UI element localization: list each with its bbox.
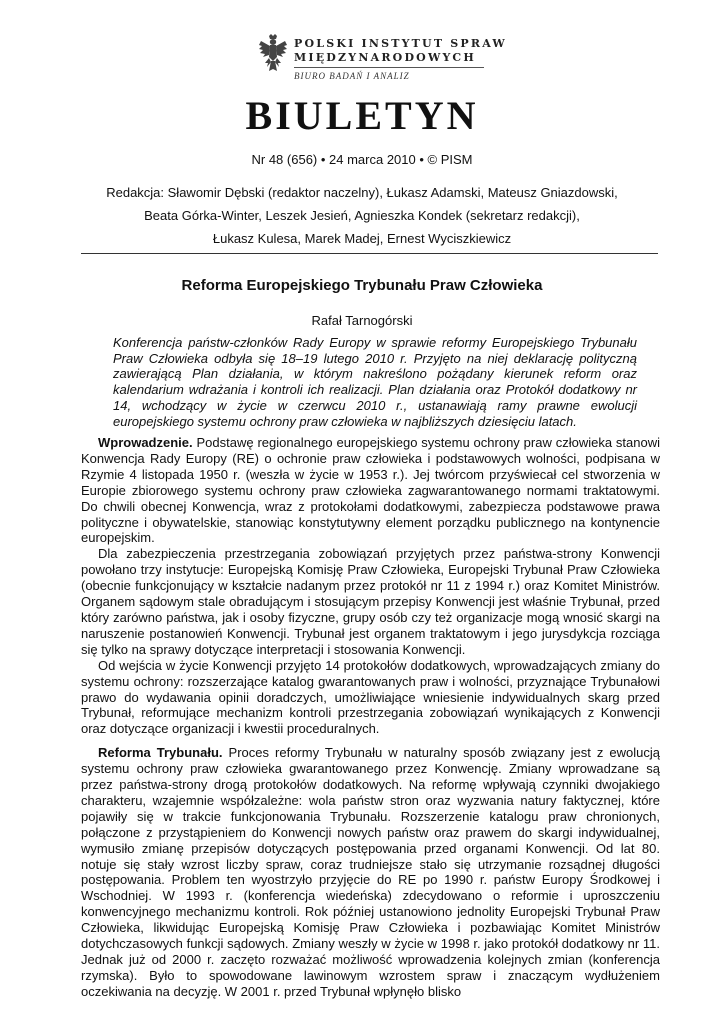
editorial-board	[100, 181, 624, 250]
polish-eagle-icon	[258, 33, 288, 77]
masthead-divider	[294, 67, 484, 68]
paragraph: Od wejścia w życie Konwencji przyjęto 14 protokołów dodatkowych, wprowadzających zmiany do systemu ochrony: rozszerzające katalog gwarantowanych praw i wolności, przyznające Trybunałowi prawo do wydawania opinii doradczych, umożliwiające wniesienie indywidualnych skarg przed Trybunał, reformujące mechanizm kontroli przestrzegania zobowiązań wynikających z Konwencji oraz dotyczące organizacji i kwestii proceduralnych.	[81, 657, 660, 737]
institute-name-line2: MIĘDZYNARODOWYCH	[294, 51, 476, 64]
paragraph-introduction	[81, 435, 660, 546]
article-author: Rafał Tarnogórski	[311, 313, 413, 328]
masthead	[258, 33, 507, 88]
article-title: Reforma Europejskiego Trybunału Praw Człowieka	[181, 277, 543, 294]
paragraph-reform	[81, 745, 660, 1000]
header-divider	[81, 253, 658, 254]
issue-line: Nr 48 (656) • 24 marca 2010 • © PISM	[251, 152, 473, 167]
section-heading-reform: Reforma Trybunału.	[98, 745, 223, 761]
editorial-line: Łukasz Kulesa, Marek Madej, Ernest Wyciszkiewicz	[212, 231, 512, 246]
editorial-line: Redakcja: Sławomir Dębski (redaktor naczelny), Łukasz Adamski, Mateusz Gniazdowski,	[106, 185, 618, 200]
article-body	[81, 435, 660, 1000]
section-heading-introduction: Wprowadzenie.	[98, 435, 193, 450]
article-lead: Konferencja państw-członków Rady Europy w sprawie reformy Europejskiego Trybunału Praw Człowieka odbyła się 18–19 lutego 2010 r. Przyjęto na niej deklarację polityczną zawierającą Plan działania, w którym nakreślono pożądany kierunek reform oraz kalendarium wdrażania i kontroli ich realizacji. Plan działania oraz Protokół dodatkowy nr 14, wchodzący w życie w czerwcu 2010 r., ustanawiają ramy prawne ewolucji europejskiego systemu ochrony praw człowieka w najbliższych dziesięciu latach.	[113, 335, 637, 429]
paragraph-text: Proces reformy Trybunału w naturalny sposób związany jest z ewolucją systemu ochrony praw człowieka gwarantowanego przez Konwencję. Zmiany wprowadzane są przez państwa-strony drogą protokołów dodatkowych. Na reformę wpływają czynniki dwojakiego charakteru, wzajemnie współzależne: wola państw stron oraz wyzwania natury faktycznej, które pojawiły się w trakcie funkcjonowania Trybunału. Rozszerzenie katalogu praw chronionych, połączone z przystąpieniem do Konwencji nowych państw oraz prawem do skargi indywidualnej, wymusiło zmianę przepisów dotyczących postępowania przed organami Konwencji. Od lat 80. notuje się stały wzrost liczby spraw, coraz trudniejsze stało się utrzymanie rozsądnej długości postępowania. Problem ten wyostrzyło przyjęcie do RE po 1990 r. państw Europy Środkowej i Wschodniej. W 1993 r. (konferencja wiedeńska) zdecydowano o reformie i uproszczeniu konwencyjnego mechanizmu kontroli. Rok później ustanowiono jednolity Europejski Trybunał Praw Człowieka, likwidując Europejską Komisję Praw Człowieka i pozbawiając Komitet Ministrów dotychczasowych funkcji sądowych. Zmiany weszły w życie w 1998 r. jako protokół dodatkowy nr 11. Jednak już od 2000 r. zaczęto rozważać możliwość wprowadzenia kolejnych zmian (konferencja rzymska). Było to spowodowane lawinowym wzrostem spraw i znaczącym wydłużeniem oczekiwania na decyzję. W 2001 r. przed Trybunał wpłynęło blisko	[81, 745, 661, 999]
paragraph-text: Podstawę regionalnego europejskiego systemu ochrony praw człowieka stanowi Konwencja Rady Europy (RE) o ochronie praw człowieka i podstawowych wolności, podpisana w Rzymie 4 listopada 1950 r. (weszła w życie w 1953 r.). Jej twórcom przyświecał cel stworzenia w Europie zbiorowego systemu ochrony praw człowieka zagwarantowanego normami traktatowymi. Do chwili obecnej Konwencja, wraz z protokołami dodatkowymi, zabezpiecza podstawowe prawa polityczne i obywatelskie, stanowiąc konstytutywny element porządku publicznego na kontynencie europejskim.	[81, 435, 660, 546]
editorial-line: Beata Górka-Winter, Leszek Jesień, Agnieszka Kondek (sekretarz redakcji),	[144, 208, 580, 223]
paragraph: Dla zabezpieczenia przestrzegania zobowiązań przyjętych przez państwa-strony Konwencji powołano trzy instytucje: Europejską Komisję Praw Człowieka, Europejski Trybunał Praw Człowieka (obecnie funkcjonujący w kształcie nadanym przez protokół nr 11 z 1994 r.) oraz Komitet Ministrów. Organem sądowym stale obradującym i stosującym przepisy Konwencji jest właśnie Trybunał, przed który zarówno państwa, jak i osoby fizyczne, grupy osób czy też organizacje mogą wnosić skargi na naruszenie postanowień Konwencji. Trybunał jest organem traktatowym i jego jurysdykcja rozciąga się tylko na sprawy dotyczące interpretacji i stosowania Konwencji.	[81, 546, 660, 657]
institute-department: BIURO BADAŃ I ANALIZ	[294, 71, 410, 81]
publication-title: BIULETYN	[245, 93, 479, 138]
institute-name-line1: POLSKI INSTYTUT SPRAW	[294, 37, 507, 50]
